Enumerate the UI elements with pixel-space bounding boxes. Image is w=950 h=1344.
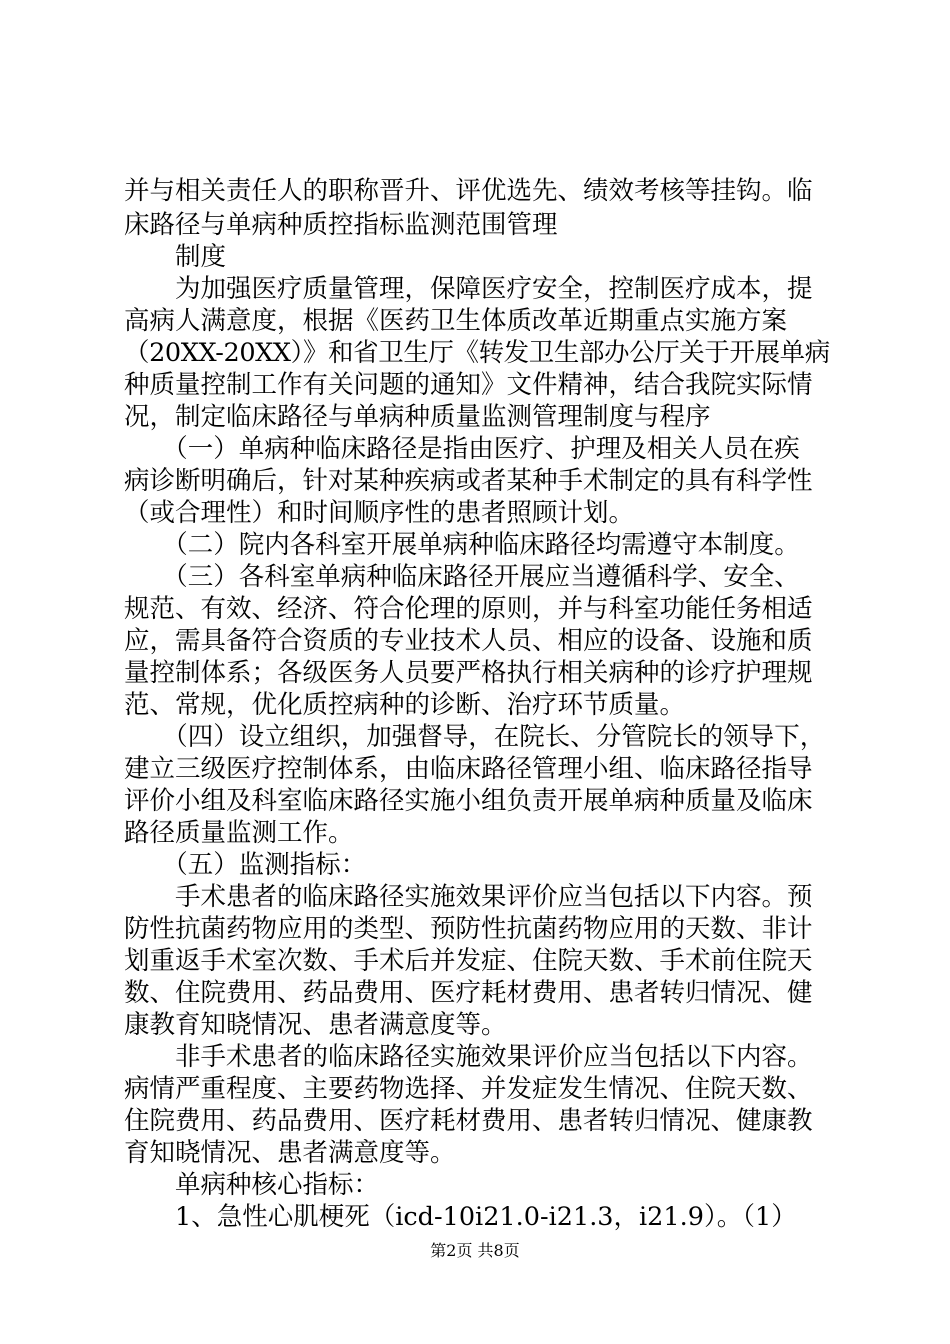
text-line: （二）院内各科室开展单病种临床路径均需遵守本制度。 bbox=[124, 530, 800, 560]
text-line: 单病种核心指标： bbox=[124, 1170, 380, 1200]
text-line: 路径质量监测工作。 bbox=[124, 818, 354, 848]
text-line: 住院费用、药品费用、医疗耗材费用、患者转归情况、健康教 bbox=[124, 1106, 813, 1136]
text-line: 量控制体系；各级医务人员要严格执行相关病种的诊疗护理规 bbox=[124, 658, 813, 688]
text-line: 范、常规，优化质控病种的诊断、治疗环节质量。 bbox=[124, 690, 686, 720]
text-line: 为加强医疗质量管理，保障医疗安全，控制医疗成本，提 bbox=[124, 274, 813, 304]
text-line: 评价小组及科室临床路径实施小组负责开展单病种质量及临床 bbox=[124, 786, 813, 816]
text-line: 防性抗菌药物应用的类型、预防性抗菌药物应用的天数、非计 bbox=[124, 914, 813, 944]
text-line: 应，需具备符合资质的专业技术人员、相应的设备、设施和质 bbox=[124, 626, 813, 656]
text-line: 划重返手术室次数、手术后并发症、住院天数、手术前住院天 bbox=[124, 946, 813, 976]
text-line: 手术患者的临床路径实施效果评价应当包括以下内容。预 bbox=[124, 882, 813, 912]
text-line: 床路径与单病种质控指标监测范围管理 bbox=[124, 210, 558, 240]
text-line: 制度 bbox=[124, 242, 227, 272]
text-line: 建立三级医疗控制体系，由临床路径管理小组、临床路径指导 bbox=[124, 754, 813, 784]
text-line: （20XX-20XX）》和省卫生厅《转发卫生部办公厅关于开展单病 bbox=[124, 338, 830, 368]
text-line: （或合理性）和时间顺序性的患者照顾计划。 bbox=[124, 498, 635, 528]
page-number-footer: 第2页 共8页 bbox=[430, 1241, 520, 1260]
text-line: 非手术患者的临床路径实施效果评价应当包括以下内容。 bbox=[124, 1042, 813, 1072]
text-line: （三）各科室单病种临床路径开展应当遵循科学、安全、 bbox=[124, 562, 800, 592]
text-line: 况，制定临床路径与单病种质量监测管理制度与程序 bbox=[124, 402, 711, 432]
text-line: 病情严重程度、主要药物选择、并发症发生情况、住院天数、 bbox=[124, 1074, 813, 1104]
text-line: 并与相关责任人的职称晋升、评优选先、绩效考核等挂钩。临 bbox=[124, 176, 813, 206]
text-line: 育知晓情况、患者满意度等。 bbox=[124, 1138, 456, 1168]
text-line: 高病人满意度，根据《医药卫生体质改革近期重点实施方案 bbox=[124, 306, 788, 336]
text-line: （一）单病种临床路径是指由医疗、护理及相关人员在疾 bbox=[124, 434, 800, 464]
text-line: 1、急性心肌梗死（icd-10i21.0-i21.3，i21.9）。（1） bbox=[124, 1202, 797, 1232]
text-line: 康教育知晓情况、患者满意度等。 bbox=[124, 1010, 507, 1040]
text-line: 规范、有效、经济、符合伦理的原则，并与科室功能任务相适 bbox=[124, 594, 813, 624]
text-line: 病诊断明确后，针对某种疾病或者某种手术制定的具有科学性 bbox=[124, 466, 813, 496]
text-line: 种质量控制工作有关问题的通知》文件精神，结合我院实际情 bbox=[124, 370, 813, 400]
text-line: 数、住院费用、药品费用、医疗耗材费用、患者转归情况、健 bbox=[124, 978, 813, 1008]
text-line: （五）监测指标： bbox=[124, 850, 367, 880]
text-line: （四）设立组织，加强督导，在院长、分管院长的领导下， bbox=[124, 722, 826, 752]
